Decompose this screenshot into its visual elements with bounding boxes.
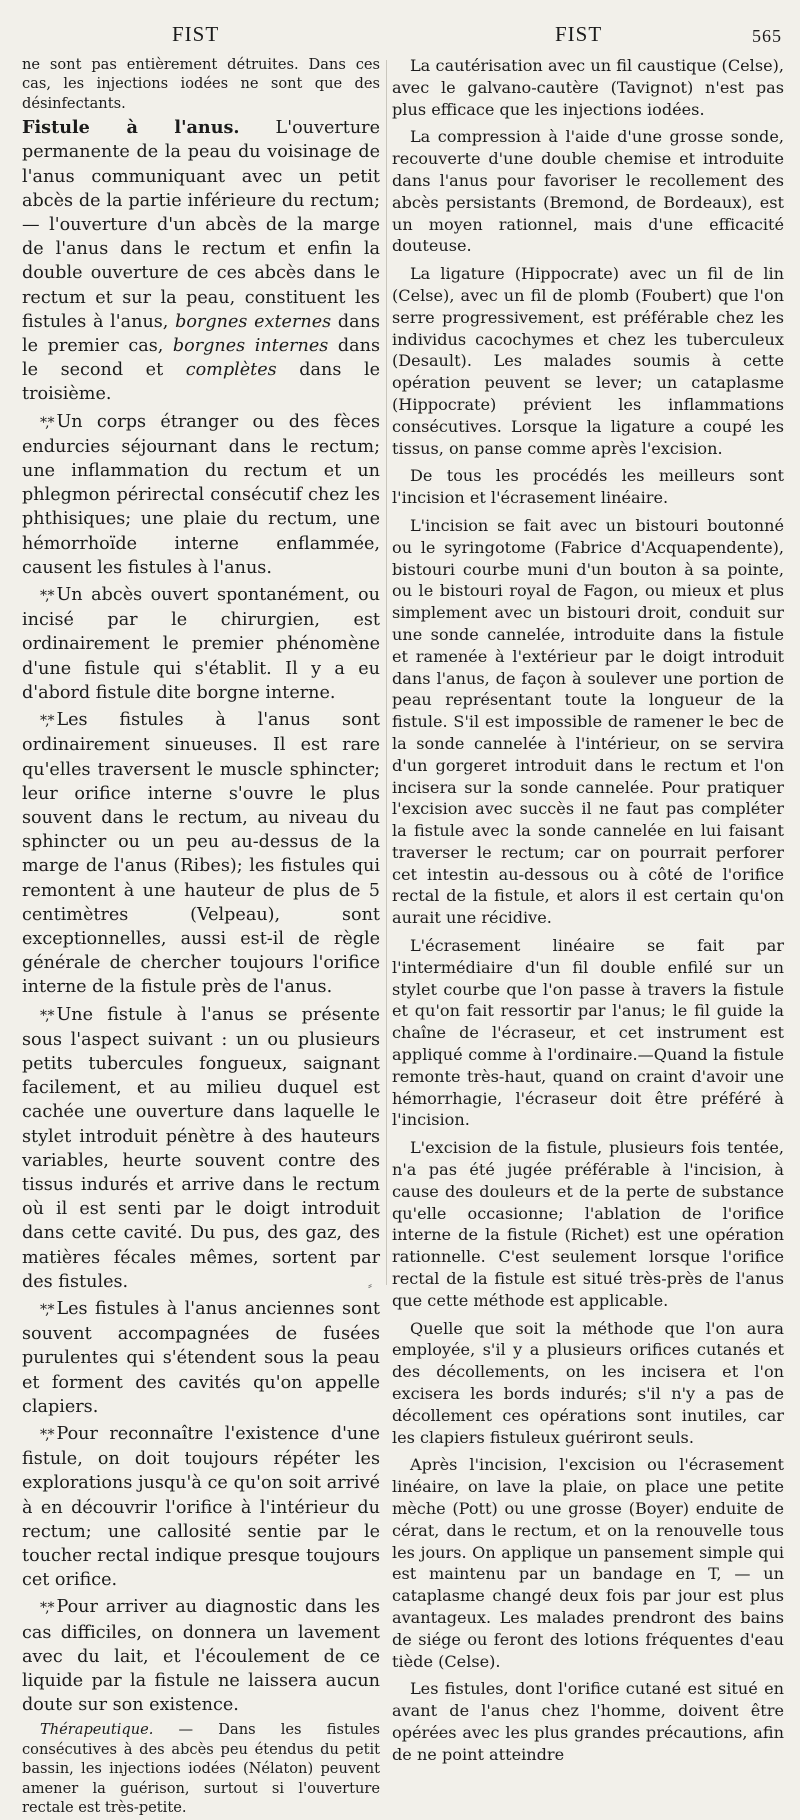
left-column: [22, 55, 380, 1820]
paragraph-ligature: La ligature (Hippocrate) avec un fil de lin (Celse), avec un fil de plomb (Foubert) que l'on serre progressivement, est préférable chez les individus cacochymes et chez les tuberculeux (Desault). Les malades soumis à cette opération peuvent se lever; un cataplasme (Hippocrate) prévient les inflammations consécutives. Lorsque la ligature a coupé les tissus, on panse comme après l'excision.: [392, 264, 784, 458]
right-column: [392, 55, 784, 1772]
entry-heading: Fistule à l'anus.: [22, 117, 240, 139]
paragraph-aspect: *‚* Une fistule à l'anus se présente sous l'aspect suivant : un ou plusieurs petits tubercules fongueux, saignant facilement, et au milieu duquel est cachée une ouverture dans laquelle le stylet introduit pénètre à des hauteurs variables, heurte souvent contre des tissus indurés et arrive dans le rectum où il est senti par le doigt introduit dans cette cavité. Du pus, des gaz, des matières fécales mêmes, sortent par des fistules.: [22, 1004, 380, 1292]
page-number: 565: [752, 26, 782, 46]
paragraph-pansement: Après l'incision, l'excision ou l'écrasement linéaire, on lave la plaie, on place une petite mèche (Pott) ou une grosse (Boyer) enduite de cérat, dans le rectum, et on la renouvelle tous les jours. On applique un pansement simple qui est maintenu par un bandage en T, — un cataplasme changé deux fois par jour est plus avantageux. Les malades prendront des bains de siége ou feront des lotions fréquentes d'eau tiède (Celse).: [392, 1455, 784, 1671]
paragraph-fistule-anus: Fistule à l'anus. L'ouverture permanente de la peau du voisinage de l'anus communiquant avec un petit abcès de la partie inférieure du rectum; — l'ouverture d'un abcès de la marge de l'anus dans le rectum et enfin la double ouverture de ces abcès dans le rectum et sur la peau, constituent les fistules à l'anus, borgnes externes dans le premier cas, borgnes internes dans le second et complètes dans le troisième.: [22, 117, 380, 405]
paragraph-diagnostic: *‚* Pour arriver au diagnostic dans les cas difficiles, on donnera un lavement avec du lait, et l'écoulement de ce liquide par la fistule ne laissera aucun doute sur son existence.: [22, 1597, 380, 1716]
paragraph-excision: L'excision de la fistule, plusieurs fois tentée, n'a pas été jugée préférable à l'incision, à cause des douleurs et de la perte de substance qu'elle occasionne; l'ablation de l'orifice interne de la fistule (Richet) est une opération rationnelle. C'est seulement lorsque l'orifice rectal de la fistule est situé très-près de l'anus que cette méthode est applicable.: [392, 1138, 784, 1310]
paragraph-causes: *‚* Un corps étranger ou des fèces endurcies séjournant dans le rectum; une inflammation du rectum et un phlegmon périrectal consécutif chez les phthisiques; une plaie du rectum, une hémorrhoïde interne enflammée, causent les fistules à l'anus.: [22, 411, 380, 578]
paragraph-sinueuses: *‚* Les fistules à l'anus sont ordinairement sinueuses. Il est rare qu'elles traversent le muscle sphincter; leur orifice interne s'ouvre le plus souvent dans le rectum, au niveau du sphincter ou un peu au-dessus de la marge de l'anus (Ribes); les fistules qui remontent à une hauteur de plus de 5 centimètres (Velpeau), sont exceptionnelles, aussi est-il de règle générale de chercher toujours l'orifice interne de la fistule près de l'anus.: [22, 710, 380, 998]
asterism-icon: *‚*: [40, 588, 53, 605]
paragraph-therapeutique: Thérapeutique. — Dans les fistules consécutives à des abcès peu étendus du petit bassin, les injections iodées (Nélaton) peuvent amener la guérison, surtout si l'ouverture rectale est très-petite.: [22, 1721, 380, 1817]
paragraph-procedes: De tous les procédés les meilleurs sont l'incision et l'écrasement linéaire.: [392, 466, 784, 508]
asterism-icon: *‚*: [40, 1600, 53, 1617]
paragraph-methode: Quelle que soit la méthode que l'on aura employée, s'il y a plusieurs orifices cutanés et des décollements, on les incisera et l'on excisera les bords indurés; s'il n'y a pas de décollement ces opérations sont inutiles, car les clapiers fistuleux guériront seuls.: [392, 1318, 784, 1447]
paragraph-reconnaitre: *‚* Pour reconnaître l'existence d'une fistule, on doit toujours répéter les explorations jusqu'à ce qu'on soit arrivé à en découvrir l'orifice à l'intérieur du rectum; une callosité sentie par le toucher rectal indique presque toujours cet orifice.: [22, 1423, 380, 1591]
asterism-icon: *‚*: [40, 1301, 53, 1318]
section-label: Thérapeutique.: [40, 1721, 154, 1739]
column-divider: [386, 60, 387, 1285]
asterism-icon: *‚*: [40, 1007, 53, 1024]
asterism-icon: *‚*: [40, 713, 53, 730]
running-head-center: FIST: [555, 22, 603, 46]
paragraph-continuation: ne sont pas entièrement détruites. Dans ces cas, les injections iodées ne sont que des désinfectants.: [22, 56, 380, 112]
asterism-icon: *‚*: [40, 1426, 53, 1443]
signature-mark: ⸗: [368, 1278, 372, 1292]
paragraph-ecrasement: L'écrasement linéaire se fait par l'intermédiaire d'un fil double enfilé sur un stylet courbe que l'on passe à travers la fistule et qu'on fait ressortir par l'anus; le fil guide la chaîne de l'écraseur, et cet instrument est appliqué comme à l'ordinaire.—Quand la fistule remonte très-haut, quand on craint d'avoir une hémorrhagie, l'écraseur doit être préféré à l'incision.: [392, 936, 784, 1130]
paragraph-abces: *‚* Un abcès ouvert spontanément, ou incisé par le chirurgien, est ordinairement le premier phénomène d'une fistule qui s'établit. Il y a eu d'abord fistule dite borgne interne.: [22, 585, 380, 703]
asterism-icon: *‚*: [40, 414, 53, 431]
paragraph-cauterisation: La cautérisation avec un fil caustique (Celse), avec le galvano-cautère (Tavignot) n'est pas plus efficace que les injections iodées.: [392, 56, 784, 119]
paragraph-fistules-homme: Les fistules, dont l'orifice cutané est situé en avant de l'anus chez l'homme, doivent être opérées avec les plus grandes précautions, afin de ne point atteindre: [392, 1679, 784, 1764]
paragraph-clapiers: *‚* Les fistules à l'anus anciennes sont souvent accompagnées de fusées purulentes qui s'étendent sous la peau et forment des cavités qu'on appelle clapiers.: [22, 1298, 380, 1417]
paragraph-incision: L'incision se fait avec un bistouri boutonné ou le syringotome (Fabrice d'Acquapendente), bistouri courbe muni d'un bouton à sa pointe, ou le bistouri royal de Fagon, ou mieux et plus simplement avec un bistouri droit, conduit sur une sonde cannelée, introduite dans la fistule et ramenée à l'extérieur par le doigt introduit dans l'anus, de façon à soulever une portion de peau représentant toute la longueur de la fistule. S'il est impossible de ramener le bec de la sonde cannelée à l'intérieur, on se servira d'un gorgeret introduit dans le rectum et l'on incisera sur la sonde cannelée. Pour pratiquer l'excision avec succès il ne faut pas compléter la fistule avec la sonde cannelée en lui faisant traverser le rectum; car on pourrait perforer cet intestin au-dessous ou à côté de l'orifice rectal de la fistule, et alors il est certain qu'on aurait une récidive.: [392, 515, 784, 928]
paragraph-compression: La compression à l'aide d'une grosse sonde, recouverte d'une double chemise et introduite dans l'anus pour favoriser le recollement des abcès persistants (Bremond, de Bordeaux), est un moyen rationnel, mais d'une efficacité douteuse.: [392, 127, 784, 256]
running-head-left: FIST: [172, 22, 220, 46]
